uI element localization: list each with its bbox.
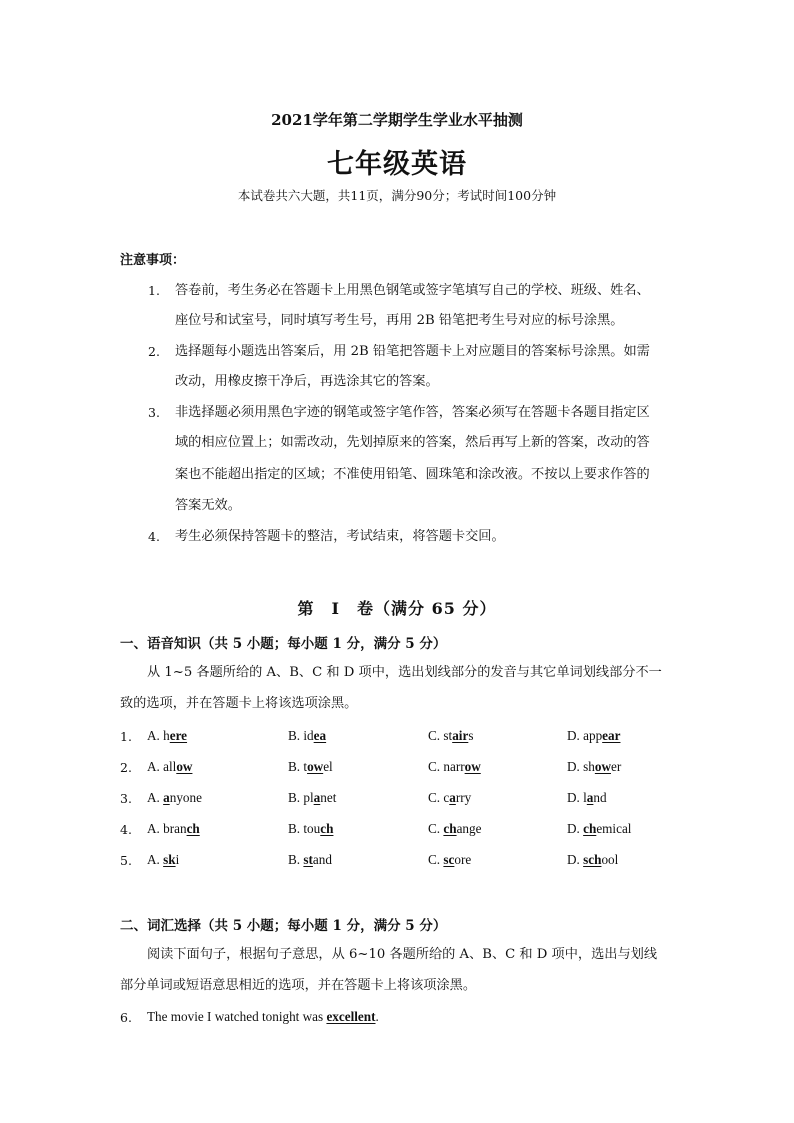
- option-a[interactable]: [147, 852, 179, 868]
- underlined-word: excellent: [326, 1009, 376, 1024]
- option-d[interactable]: [567, 852, 618, 868]
- part2-heading: 二、词汇选择（共 5 小题；每小题 1 分，满分 5 分）: [120, 918, 447, 934]
- underlined-letters: ow: [464, 759, 481, 774]
- underlined-letters: a: [313, 790, 321, 805]
- underlined-letters: sch: [583, 852, 602, 867]
- option-text: ange: [456, 821, 482, 836]
- note-line: 答案无效。: [175, 498, 241, 513]
- part2-instruction: 阅读下面句子，根据句子意思，从 6~10 各题所给的 A、B、C 和 D 项中，选出与划线: [147, 947, 658, 962]
- option-c[interactable]: [428, 821, 481, 837]
- option-label: B.: [288, 821, 304, 836]
- underlined-letters: ow: [307, 759, 324, 774]
- option-label: A.: [147, 821, 164, 836]
- option-a[interactable]: [147, 728, 187, 744]
- note-line: 案也不能超出指定的区域；不准使用铅笔、圆珠笔和涂改液。不按以上要求作答的: [175, 467, 650, 482]
- option-text: net: [320, 790, 337, 805]
- underlined-letters: ch: [186, 821, 200, 836]
- question-number: 6.: [120, 1010, 132, 1025]
- option-label: B.: [288, 759, 304, 774]
- option-label: B.: [288, 728, 304, 743]
- option-b[interactable]: [288, 790, 336, 806]
- option-c[interactable]: [428, 759, 481, 775]
- option-d[interactable]: [567, 759, 621, 775]
- option-text: sh: [583, 759, 595, 774]
- option-text: t: [303, 759, 308, 774]
- underlined-letters: air: [452, 728, 469, 743]
- exam-subtitle: 本试卷共六大题，共11页，满分90分；考试时间100分钟: [237, 188, 557, 203]
- option-text: er: [610, 759, 622, 774]
- underlined-letters: ea: [313, 728, 327, 743]
- note-line: 改动，用橡皮擦干净后，再选涂其它的答案。: [175, 374, 439, 389]
- underlined-letters: ch: [443, 821, 457, 836]
- underlined-letters: ow: [176, 759, 193, 774]
- underlined-letters: ere: [169, 728, 188, 743]
- note-line: 域的相应位置上；如需改动，先划掉原来的答案，然后再写上新的答案，改动的答: [175, 435, 650, 450]
- option-b[interactable]: [288, 728, 326, 744]
- option-d[interactable]: [567, 728, 620, 744]
- option-label: D.: [567, 759, 584, 774]
- option-b[interactable]: [288, 852, 332, 868]
- option-label: C.: [428, 759, 444, 774]
- option-text: el: [323, 759, 333, 774]
- option-text: bran: [163, 821, 187, 836]
- underlined-letters: ow: [594, 759, 611, 774]
- option-c[interactable]: [428, 790, 471, 806]
- underlined-letters: ch: [583, 821, 597, 836]
- underlined-letters: a: [449, 790, 456, 805]
- notes-heading: 注意事项：: [120, 253, 186, 268]
- note-number: 1.: [148, 283, 160, 298]
- option-text: all: [163, 759, 177, 774]
- option-text: app: [583, 728, 603, 743]
- option-text: l: [583, 790, 587, 805]
- option-label: A.: [147, 759, 164, 774]
- option-text: emical: [596, 821, 632, 836]
- option-text: pl: [303, 790, 314, 805]
- option-d[interactable]: [567, 790, 607, 806]
- option-text: c: [443, 790, 450, 805]
- underlined-letters: sk: [163, 852, 176, 867]
- part1-instruction: 从 1~5 各题所给的 A、B、C 和 D 项中，选出划线部分的发音与其它单词划线部分不一: [147, 665, 662, 680]
- question-number: 3.: [120, 791, 132, 806]
- note-number: 2.: [148, 344, 160, 359]
- option-text: i: [175, 852, 180, 867]
- option-label: C.: [428, 821, 444, 836]
- option-text: nyone: [169, 790, 202, 805]
- option-text: id: [303, 728, 314, 743]
- option-text: and: [312, 852, 332, 867]
- volume-title: 第 Ⅰ 卷（满分 65 分）: [297, 599, 497, 618]
- option-a[interactable]: [147, 821, 200, 837]
- note-line: 非选择题必须用黑色字迹的钢笔或签字笔作答，答案必须写在答题卡各题目指定区: [175, 405, 650, 420]
- option-label: D.: [567, 790, 584, 805]
- option-label: C.: [428, 728, 444, 743]
- question-number: 5.: [120, 853, 132, 868]
- option-label: A.: [147, 728, 164, 743]
- option-text: h: [163, 728, 170, 743]
- option-label: C.: [428, 852, 444, 867]
- part1-instruction: 致的选项，并在答题卡上将该选项涂黑。: [120, 696, 358, 711]
- question-6-text: [147, 1009, 379, 1025]
- option-label: A.: [147, 852, 164, 867]
- option-b[interactable]: [288, 759, 333, 775]
- option-text: narr: [443, 759, 465, 774]
- note-line: 座位号和试室号，同时填写考生号，再用 2B 铅笔把考生号对应的标号涂黑。: [175, 313, 624, 328]
- underlined-letters: st: [303, 852, 313, 867]
- option-label: B.: [288, 852, 304, 867]
- option-label: C.: [428, 790, 444, 805]
- option-text: st: [443, 728, 453, 743]
- question-number: 2.: [120, 760, 132, 775]
- note-number: 3.: [148, 405, 160, 420]
- note-number: 4.: [148, 529, 160, 544]
- option-label: B.: [288, 790, 304, 805]
- underlined-letters: ear: [602, 728, 621, 743]
- note-line: 答卷前，考生务必在答题卡上用黑色钢笔或签字笔填写自己的学校、班级、姓名、: [175, 283, 650, 298]
- option-d[interactable]: [567, 821, 631, 837]
- option-a[interactable]: [147, 790, 202, 806]
- underlined-letters: a: [586, 790, 594, 805]
- part1-heading: 一、语音知识（共 5 小题；每小题 1 分，满分 5 分）: [120, 636, 447, 652]
- option-text: ool: [601, 852, 619, 867]
- question-number: 4.: [120, 822, 132, 837]
- question-text: .: [375, 1009, 379, 1024]
- option-c[interactable]: [428, 852, 471, 868]
- option-a[interactable]: [147, 759, 192, 775]
- option-label: D.: [567, 852, 584, 867]
- underlined-letters: sc: [443, 852, 455, 867]
- option-text: rry: [455, 790, 472, 805]
- option-b[interactable]: [288, 821, 333, 837]
- option-text: tou: [303, 821, 321, 836]
- option-label: D.: [567, 728, 584, 743]
- underlined-letters: a: [163, 790, 170, 805]
- question-text: The movie I watched tonight was: [147, 1009, 327, 1024]
- option-text: s: [468, 728, 474, 743]
- option-text: nd: [593, 790, 607, 805]
- question-number: 1.: [120, 729, 132, 744]
- note-line: 考生必须保持答题卡的整洁，考试结束，将答题卡交回。: [175, 529, 505, 544]
- subject-title: 七年级英语: [327, 149, 467, 180]
- part2-instruction: 部分单词或短语意思相近的选项，并在答题卡上将该项涂黑。: [120, 978, 477, 993]
- option-text: ore: [454, 852, 472, 867]
- exam-title: 2021学年第二学期学生学业水平抽测: [271, 111, 523, 129]
- option-label: A.: [147, 790, 164, 805]
- option-c[interactable]: [428, 728, 473, 744]
- note-line: 选择题每小题选出答案后，用 2B 铅笔把答题卡上对应题目的答案标号涂黑。如需: [175, 344, 650, 359]
- option-label: D.: [567, 821, 584, 836]
- underlined-letters: ch: [320, 821, 334, 836]
